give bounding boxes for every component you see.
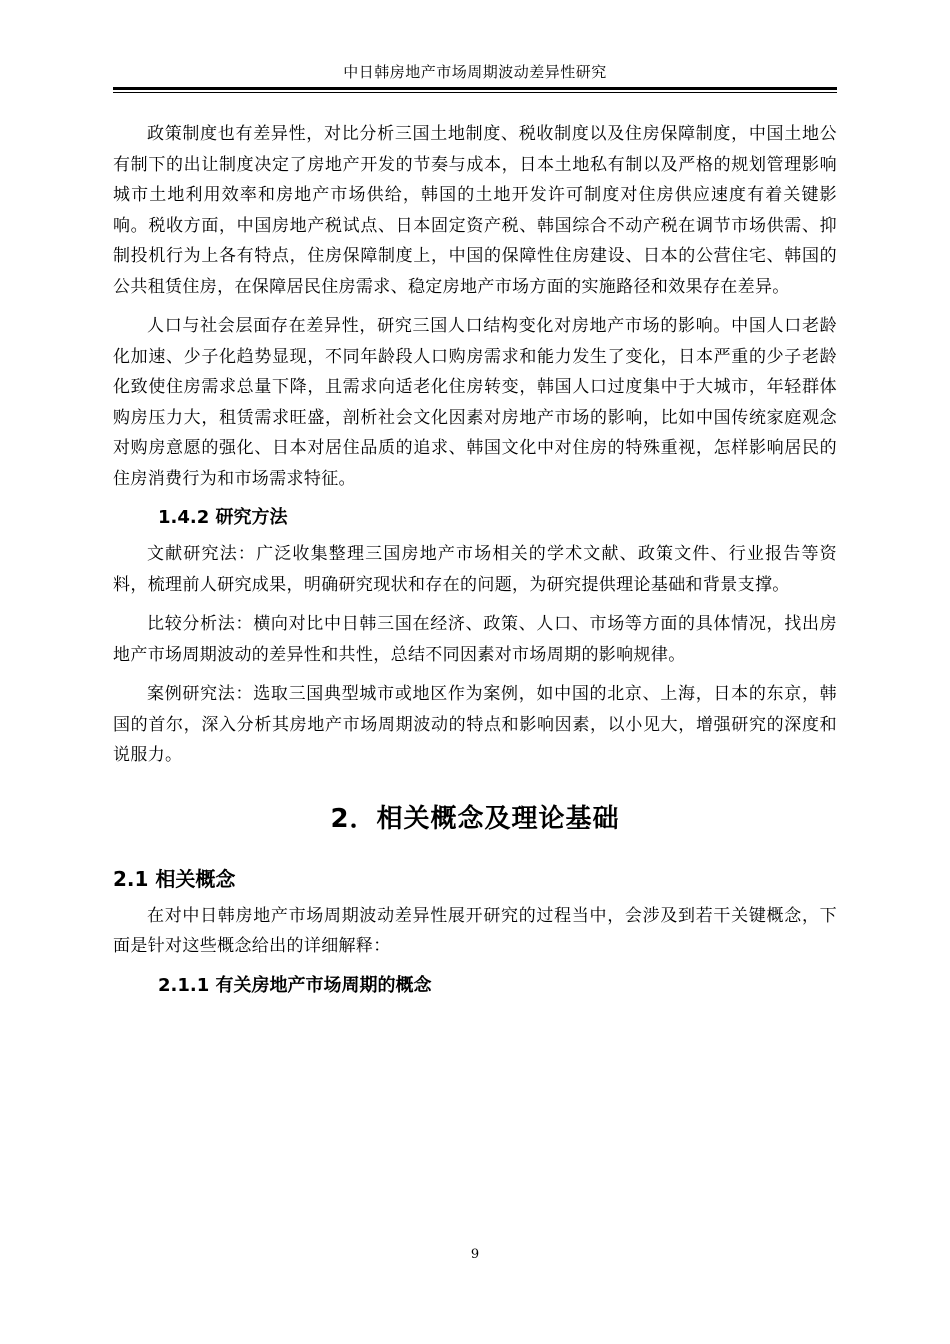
paragraph-comparison-method: 比较分析法：横向对比中日韩三国在经济、政策、人口、市场等方面的具体情况，找出房地产市场周期波动的差异性和共性，总结不同因素对市场周期的影响规律。	[113, 614, 837, 665]
paragraph-policy-differences: 政策制度也有差异性，对比分析三国土地制度、税收制度以及住房保障制度，中国土地公有制下的出让制度决定了房地产开发的节奏与成本，日本土地私有制以及严格的规划管理影响城市土地利用效率和房地产市场供给，韩国的土地开发许可制度对住房供应速度有着关键影响。税收方面，中国房地产税试点、日本固定资产税、韩国综合不动产税在调节市场供需、抑制投机行为上各有特点，住房保障制度上，中国的保障性住房建设、日本的公营住宅、韩国的公共租赁住房，在保障居民住房需求、稳定房地产市场方面的实施路径和效果存在差异。	[113, 124, 837, 297]
subsection-heading-cycle-concept: 2.1.1 有关房地产市场周期的概念	[158, 974, 432, 996]
heading-research-methods: 1.4.2 研究方法	[158, 507, 288, 528]
paragraph-population-differences: 人口与社会层面存在差异性，研究三国人口结构变化对房地产市场的影响。中国人口老龄化加速、少子化趋势显现，不同年龄段人口购房需求和能力发生了变化，日本严重的少子老龄化致使住房需求总量下降，且需求向适老化住房转变，韩国人口过度集中于大城市，年轻群体购房压力大，租赁需求旺盛，剖析社会文化因素对房地产市场的影响，比如中国传统家庭观念对购房意愿的强化、日本对居住品质的追求、韩国文化中对住房的特殊重视，怎样影响居民的住房消费行为和市场需求特征。	[113, 316, 837, 489]
header-divider-thin	[113, 92, 837, 93]
paragraph-concepts-intro: 在对中日韩房地产市场周期波动差异性展开研究的过程当中，会涉及到若干关键概念，下面是针对这些概念给出的详细解释：	[113, 905, 837, 956]
chapter-title: 2．相关概念及理论基础	[330, 803, 620, 834]
page-body	[113, 119, 837, 1007]
paragraph-case-method: 案例研究法：选取三国典型城市或地区作为案例，如中国的北京、上海，日本的东京，韩国的首尔，深入分析其房地产市场周期波动的特点和影响因素，以小见大，增强研究的深度和说服力。	[113, 684, 837, 765]
page-header-title: 中日韩房地产市场周期波动差异性研究	[343, 63, 607, 81]
paragraph-literature-method: 文献研究法：广泛收集整理三国房地产市场相关的学术文献、政策文件、行业报告等资料，梳理前人研究成果，明确研究现状和存在的问题，为研究提供理论基础和背景支撑。	[113, 544, 837, 595]
section-heading-concepts: 2.1 相关概念	[113, 866, 236, 891]
page-number: 9	[470, 1247, 480, 1262]
header-divider-thick	[113, 87, 837, 90]
